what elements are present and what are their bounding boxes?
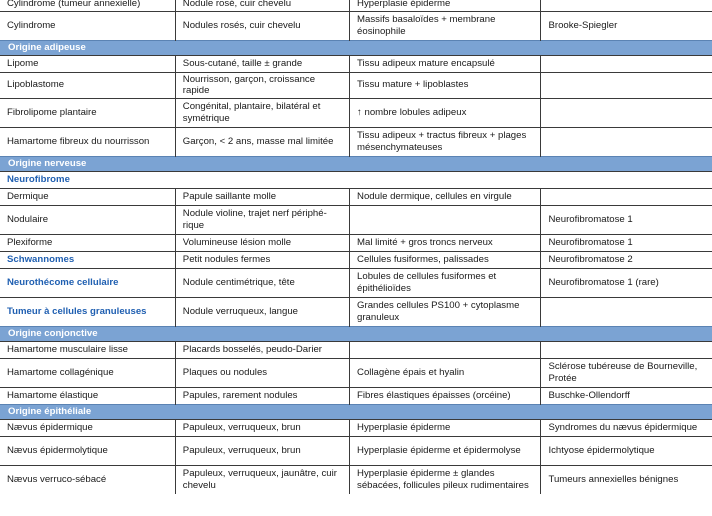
lesion-name-cell: Hamartome élastique — [0, 387, 175, 404]
clinical-cell: Papuleux, verruqueux, brun — [175, 436, 349, 465]
table-row — [0, 251, 712, 268]
lesion-name-cell: Plexiforme — [0, 234, 175, 251]
table-row — [0, 127, 712, 156]
table-row — [0, 55, 712, 72]
lesion-name-cell: Nodulaire — [0, 205, 175, 234]
table-row — [0, 234, 712, 251]
section-header-row — [0, 156, 712, 171]
section-header-row — [0, 404, 712, 419]
clinical-cell: Sous-cutané, taille ± grande — [175, 55, 349, 72]
histology-cell: Grandes cellules PS100 + cytoplasme granuleux — [350, 297, 541, 326]
subsection-row — [0, 171, 712, 188]
histology-cell: Fibres élastiques épaisses (orcéine) — [350, 387, 541, 404]
table-row — [0, 358, 712, 387]
lesion-name-cell: Nævus épidermolytique — [0, 436, 175, 465]
histology-cell: Cellules fusiformes, palissades — [350, 251, 541, 268]
clinical-cell: Nodule verruqueux, langue — [175, 297, 349, 326]
association-cell — [541, 55, 712, 72]
clinical-cell: Volumineuse lésion molle — [175, 234, 349, 251]
table-row — [0, 72, 712, 98]
clinical-cell: Nodules rosés, cuir chevelu — [175, 11, 349, 40]
section-title: Origine épithéliale — [0, 404, 712, 419]
association-cell: Sclérose tubéreuse de Bourneville, Protée — [541, 358, 712, 387]
association-cell — [541, 72, 712, 98]
table-row — [0, 98, 712, 127]
association-cell: Tumeurs annexielles bénignes — [541, 465, 712, 494]
association-cell — [541, 98, 712, 127]
histology-cell — [350, 341, 541, 358]
table-row — [0, 188, 712, 205]
table-row — [0, 11, 712, 40]
table-row — [0, 419, 712, 436]
clinical-cell: Plaques ou nodules — [175, 358, 349, 387]
lesion-name-cell: Schwannomes — [0, 251, 175, 268]
histology-cell: Nodule dermique, cellules en virgule — [350, 188, 541, 205]
section-title: Origine conjonctive — [0, 326, 712, 341]
association-cell — [541, 0, 712, 11]
association-cell: Neurofibromatose 1 (rare) — [541, 268, 712, 297]
histology-cell: Lobules de cellules fusiformes et épithélioïdes — [350, 268, 541, 297]
clinical-cell: Nodule centimétrique, tête — [175, 268, 349, 297]
clinical-cell: Nourrisson, garçon, croissance rapide — [175, 72, 349, 98]
lesion-name-cell: Lipoblastome — [0, 72, 175, 98]
association-cell: Brooke-Spiegler — [541, 11, 712, 40]
clinical-cell: Papuleux, verruqueux, brun — [175, 419, 349, 436]
clinical-cell: Papuleux, verruqueux, jaunâtre, cuir chevelu — [175, 465, 349, 494]
association-cell — [541, 127, 712, 156]
histology-cell: Massifs basaloïdes + membrane éosinophile — [350, 11, 541, 40]
lesion-name-cell: Cylindrome — [0, 11, 175, 40]
association-cell: Neurofibromatose 2 — [541, 251, 712, 268]
histology-cell — [350, 205, 541, 234]
clinical-cell: Nodule rosé, cuir chevelu — [175, 0, 349, 11]
section-header-row — [0, 40, 712, 55]
table-row — [0, 387, 712, 404]
clinical-cell: Placards bosselés, peudo-Darier — [175, 341, 349, 358]
histology-cell: Collagène épais et hyalin — [350, 358, 541, 387]
association-cell — [541, 188, 712, 205]
histology-cell: Hyperplasie épiderme ± glandes sébacées, follicules pileux rudimentaires — [350, 465, 541, 494]
lesion-name-cell: Tumeur à cellules granuleuses — [0, 297, 175, 326]
table-row — [0, 0, 712, 11]
table-row — [0, 436, 712, 465]
histology-cell: Hyperplasie épiderme et épidermolyse — [350, 436, 541, 465]
section-header-row — [0, 326, 712, 341]
table-row — [0, 465, 712, 494]
histology-cell: Mal limité + gros troncs nerveux — [350, 234, 541, 251]
section-title: Origine nerveuse — [0, 156, 712, 171]
lesion-name-cell: Nævus épidermique — [0, 419, 175, 436]
association-cell — [541, 297, 712, 326]
histology-cell: Tissu adipeux mature encapsulé — [350, 55, 541, 72]
association-cell: Buschke-Ollendorff — [541, 387, 712, 404]
lesion-name-cell: Nævus verruco-sébacé — [0, 465, 175, 494]
table-row — [0, 268, 712, 297]
table-row — [0, 297, 712, 326]
lesion-name-cell: Hamartome collagénique — [0, 358, 175, 387]
lesion-name-cell: Hamartome musculaire lisse — [0, 341, 175, 358]
clinical-cell: Nodule violine, trajet nerf périphé-rique — [175, 205, 349, 234]
histology-cell: Hyperplasie épiderme — [350, 419, 541, 436]
association-cell: Ichtyose épidermolytique — [541, 436, 712, 465]
table-row — [0, 341, 712, 358]
clinical-cell: Papules, rarement nodules — [175, 387, 349, 404]
subsection-title: Neurofibrome — [0, 171, 712, 188]
association-cell: Syndromes du nævus épidermique — [541, 419, 712, 436]
histology-cell: Tissu adipeux + tractus fibreux + plages mésenchymateuses — [350, 127, 541, 156]
clinical-cell: Garçon, < 2 ans, masse mal limitée — [175, 127, 349, 156]
section-title: Origine adipeuse — [0, 40, 712, 55]
clinical-cell: Papule saillante molle — [175, 188, 349, 205]
clinical-cell: Congénital, plantaire, bilatéral et symétrique — [175, 98, 349, 127]
association-cell: Neurofibromatose 1 — [541, 234, 712, 251]
clinical-cell: Petit nodules fermes — [175, 251, 349, 268]
lesion-name-cell: Hamartome fibreux du nourrisson — [0, 127, 175, 156]
histology-cell: Hyperplasie épiderme — [350, 0, 541, 11]
lesion-name-cell: Neurothécome cellulaire — [0, 268, 175, 297]
association-cell — [541, 341, 712, 358]
lesion-name-cell: Dermique — [0, 188, 175, 205]
association-cell: Neurofibromatose 1 — [541, 205, 712, 234]
lesion-name-cell: Lipome — [0, 55, 175, 72]
histology-cell: ↑ nombre lobules adipeux — [350, 98, 541, 127]
lesion-name-cell: Cylindrome (tumeur annexielle) — [0, 0, 175, 11]
table-row — [0, 205, 712, 234]
histology-cell: Tissu mature + lipoblastes — [350, 72, 541, 98]
lesion-name-cell: Fibrolipome plantaire — [0, 98, 175, 127]
